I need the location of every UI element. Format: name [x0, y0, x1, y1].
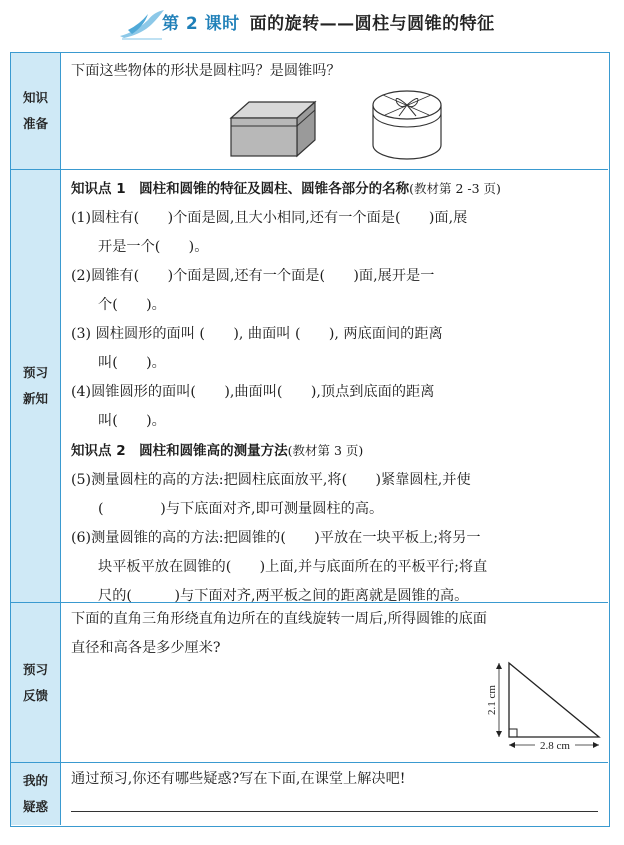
- new-knowledge-content: [71, 174, 602, 611]
- question-line: 叫( )。: [98, 355, 166, 371]
- section-label-doubts: 我的 疑惑: [11, 763, 61, 825]
- bird-logo-icon: [118, 6, 166, 40]
- feedback-question-line: 下面的直角三角形绕直角边所在的直线旋转一周后,所得圆锥的底面: [71, 611, 487, 627]
- knowledge-point-2-title: 知识点 2 圆柱和圆锥高的测量方法(教材第 3 页): [71, 443, 364, 459]
- right-triangle-diagram: [481, 657, 606, 757]
- prep-question: 下面这些物体的形状是圆柱吗？是圆锥吗？: [71, 63, 341, 79]
- box-illustration: [229, 98, 319, 158]
- knowledge-point-1-title: 知识点 1 圆柱和圆锥的特征及圆柱、圆锥各部分的名称(教材第 2 -3 页): [71, 181, 501, 197]
- answer-line[interactable]: [71, 811, 598, 812]
- question-line: (3) 圆柱圆形的面叫 ( ), 曲面叫 ( ), 两底面间的距离: [71, 326, 443, 342]
- textbook-ref-1: (教材第 2 -3 页): [409, 181, 501, 196]
- question-line: (4)圆锥圆形的面叫( ),曲面叫( ),顶点到底面的距离: [71, 384, 435, 400]
- doubts-content: [71, 765, 602, 794]
- question-line: 个( )。: [98, 297, 166, 313]
- question-line: (5)测量圆柱的高的方法:把圆柱底面放平,将( )紧靠圆柱,并使: [71, 472, 471, 488]
- question-line: 叫( )。: [98, 413, 166, 429]
- base-label: 2.8 cm: [540, 740, 570, 752]
- question-line: (1)圆柱有( )个面是圆,且大小相同,还有一个面是( )面,展: [71, 210, 468, 226]
- worksheet-table: [10, 52, 610, 827]
- lesson-topic: 面的旋转——圆柱与圆锥的特征: [249, 14, 495, 34]
- question-line: 尺的( )与下面对齐,两平板之间的距离就是圆锥的高。: [98, 588, 469, 604]
- page-header: [0, 0, 624, 46]
- question-line: (2)圆锥有( )个面是圆,还有一个面是( )面,展开是一: [71, 268, 435, 284]
- section-prep: [11, 53, 608, 170]
- section-label-prep: 知识 准备: [11, 53, 61, 169]
- lesson-number: 第 2 课时: [162, 14, 240, 34]
- feedback-question-line: 直径和高各是多少厘米?: [71, 640, 221, 656]
- question-line: ( )与下底面对齐,即可测量圆柱的高。: [98, 501, 384, 517]
- question-line: (6)测量圆锥的高的方法:把圆锥的( )平放在一块平板上;将另一: [71, 530, 481, 546]
- textbook-ref-2: (教材第 3 页): [287, 443, 364, 458]
- section-new-knowledge: [11, 170, 608, 603]
- section-feedback: [11, 603, 608, 763]
- doubts-prompt: 通过预习,你还有哪些疑惑?写在下面,在课堂上解决吧!: [71, 771, 406, 787]
- question-line: 块平板平放在圆锥的( )上面,并与底面所在的平板平行;将直: [98, 559, 488, 575]
- page-title: [162, 9, 495, 34]
- cylinder-gift-illustration: [369, 83, 445, 163]
- feedback-content: [71, 605, 602, 663]
- section-label-feedback: 预习 反馈: [11, 603, 61, 762]
- question-line: 开是一个( )。: [98, 239, 209, 255]
- height-label: 2.1 cm: [486, 685, 498, 715]
- section-label-new: 预习 新知: [11, 170, 61, 602]
- section-doubts: [11, 763, 608, 825]
- prep-content: [71, 57, 602, 86]
